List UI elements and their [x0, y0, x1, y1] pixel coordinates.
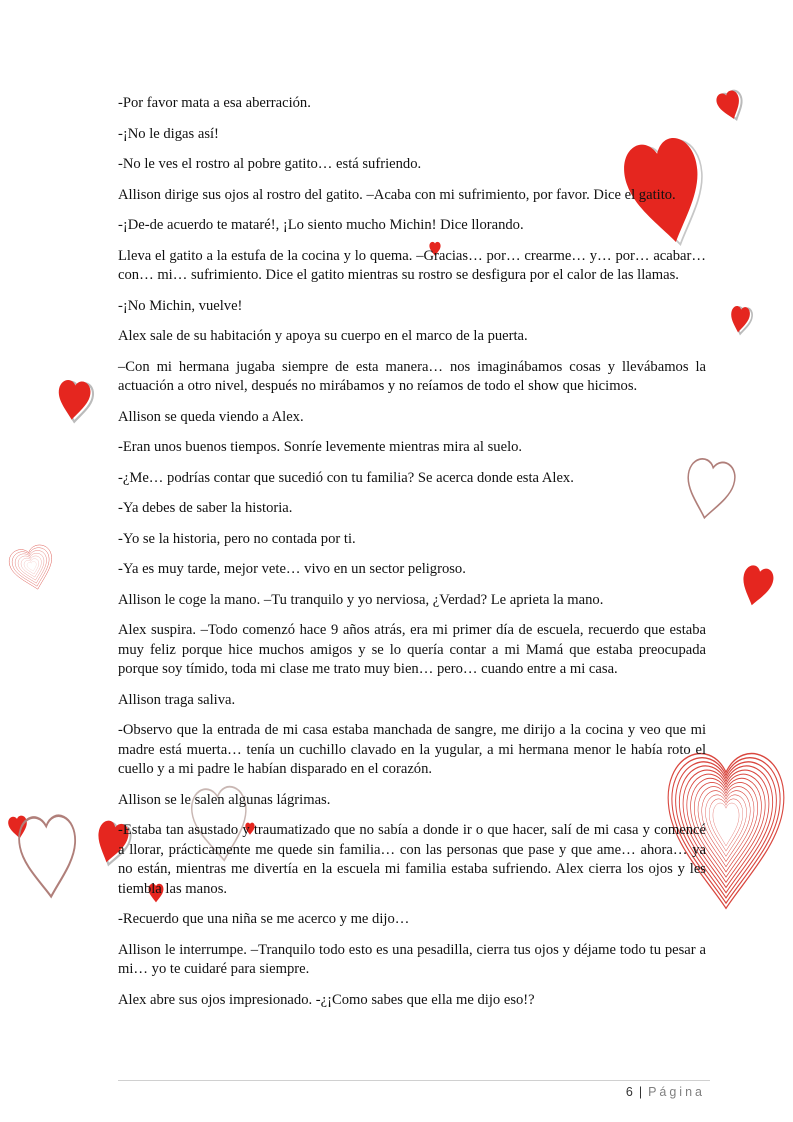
paragraph: -Recuerdo que una niña se me acerco y me dijo… — [118, 911, 410, 927]
paragraph: -¡No le digas así! — [118, 125, 219, 142]
page-number: 6 — [625, 1085, 633, 1099]
paragraph: Allison le coge la mano. –Tu tranquilo y yo nerviosa, ¿Verdad? Le aprieta la mano. — [118, 591, 604, 608]
paragraph: Allison traga saliva. — [118, 691, 236, 708]
paragraph: -¡No Michin, vuelve! — [118, 297, 243, 314]
paragraph: -Observo que la entrada de mi casa estaba manchada de sangre, me dirijo a la cocina y veo que mi madre está muerta… tenía un cuchillo clavado en la yugular, a mi hermana menor le había roto el cuello y a mi padre le habían disparado en el corazón. — [118, 722, 706, 777]
paragraph: Alex suspira. –Todo comenzó hace 9 años atrás, era mi primer día de escuela, recuerdo que estaba muy feliz porque hice muchos amigos y se lo quería contar a mi Mamá que estaba preocupada porque soy tímido, toda mi clase me trato muy bien… pero… cuando entre a mi casa. — [118, 622, 706, 677]
heart-icon-left-upper — [56, 379, 95, 423]
heart-icon-right-middle — [729, 305, 754, 335]
paragraph: -No le ves el rostro al pobre gatito… está sufriendo. — [118, 156, 422, 172]
paragraph: -Yo se la historia, pero no contada por ti. — [118, 530, 356, 547]
paragraph: Alex sale de su habitación y apoya su cuerpo en el marco de la puerta. — [118, 328, 528, 344]
paragraph: Allison le interrumpe. –Tranquilo todo esto es una pesadilla, cierra tus ojos y déjame todo tu pesar a mi… yo te cuidaré para siempre. — [118, 941, 706, 977]
heart-icon-right-lower — [737, 564, 775, 609]
paragraph: -Ya debes de saber la historia. — [118, 500, 293, 516]
page-label: Página — [648, 1085, 705, 1099]
paragraph: -Ya es muy tarde, mejor vete… vivo en un sector peligroso. — [118, 561, 466, 577]
paragraph: Allison se queda viendo a Alex. — [118, 408, 304, 425]
paragraph: Allison dirige sus ojos al rostro del gatito. –Acaba con mi sufrimiento, por favor. Dice el gatito. — [118, 186, 676, 203]
heart-outline-icon-bottom-left — [18, 815, 79, 899]
paragraph: Lleva el gatito a la estufa de la cocina y lo quema. –Gracias… por… crearme… y… por… acabar… con… mi… sufrimiento. Dice el gatito mientras su rostro se desfigura por el calor de las llamas. — [118, 247, 706, 283]
heart-icon-small-top-right — [715, 88, 748, 123]
paragraph: Allison se le salen algunas lágrimas. — [118, 791, 331, 808]
paragraph: -Por favor mata a esa aberración. — [118, 95, 311, 111]
paragraph: -Eran unos buenos tiempos. Sonríe levemente mientras mira al suelo. — [118, 439, 523, 455]
paragraph: -Estaba tan asustado y traumatizado que no sabía a donde ir o que hacer, salí de mi casa y comencé a llorar, prácticamente me quede sin familia… con las personas que pase y que ame… ahora… ya no están, mientras me divertía en la escuela mi familia estaba sufriendo. Alex cierra los ojos y les tiembla las manos. — [118, 822, 706, 897]
paragraph: –Con mi hermana jugaba siempre de esta manera… nos imaginábamos cosas y llevábamos la actuación a otro nivel, después no mirábamos y no reíamos de todo el show que hicimos. — [118, 358, 706, 394]
heart-icon-left-bottom-small — [7, 815, 29, 840]
heart-lines-icon-left — [7, 542, 59, 594]
paragraph: Alex abre sus ojos impresionado. -¿¡Como sabes que ella me dijo eso!? — [118, 991, 535, 1008]
story-text — [118, 94, 706, 1021]
footer-separator: | — [638, 1085, 643, 1099]
paragraph: -¡De-de acuerdo te mataré!, ¡Lo siento mucho Michin! Dice llorando. — [118, 217, 524, 233]
paragraph: -¿Me… podrías contar que sucedió con tu familia? Se acerca donde esta Alex. — [118, 469, 574, 486]
